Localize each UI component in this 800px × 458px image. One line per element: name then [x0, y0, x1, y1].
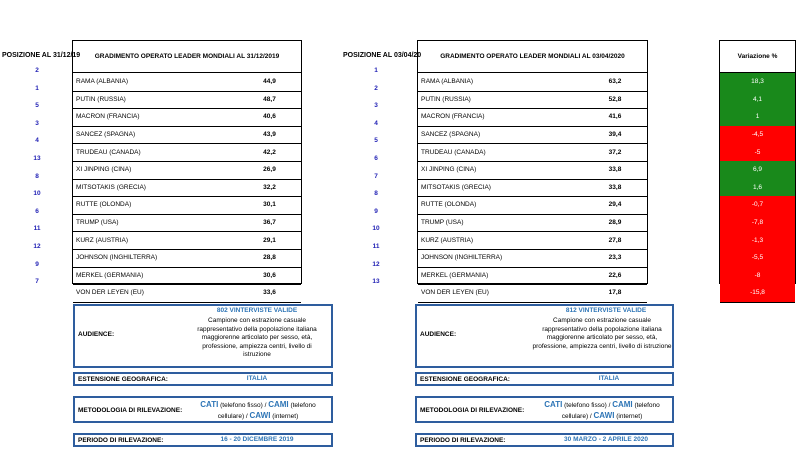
left-leader-score: 43,9 [263, 131, 276, 139]
left-leader-name: KURZ (AUSTRIA) [76, 236, 128, 244]
right-leader-score: 23,3 [608, 254, 622, 262]
left-rank: 3 [35, 119, 39, 127]
left-leader-name: TRUDEAU (CANADA) [76, 148, 141, 156]
right-leader-score: 29,4 [608, 201, 622, 209]
right-leader-name: RUTTE (OLONDA) [421, 201, 477, 209]
right-method-box [415, 396, 674, 423]
left-leader-score: 30,6 [263, 271, 276, 279]
left-leader-name: TRUMP (USA) [76, 219, 119, 227]
right-method-cati: CATI [544, 400, 563, 409]
right-leader-score: 17,8 [608, 289, 622, 297]
left-leader-score: 42,2 [263, 148, 276, 156]
left-method-cawi: CAWI [249, 411, 271, 420]
right-audience-box [415, 304, 674, 368]
right-table-row [418, 179, 647, 198]
right-table-row [418, 284, 647, 303]
right-leader-name: SANCEZ (SPAGNA) [421, 131, 481, 139]
variation-cell: 6,9 [720, 161, 795, 180]
right-rank: 9 [374, 207, 378, 215]
right-rank: 10 [372, 225, 380, 233]
right-leader-name: MERKEL (GERMANIA) [421, 271, 489, 279]
variation-cell: 1,6 [720, 179, 795, 198]
left-leader-name: XI JINPING (CINA) [76, 166, 132, 174]
left-leader-score: 36,7 [263, 219, 276, 227]
right-table-row [418, 143, 647, 162]
left-leader-name: PUTIN (RUSSIA) [76, 95, 126, 103]
left-geo-value: ITALIA [246, 375, 268, 382]
right-method-cami: CAMI [612, 400, 633, 409]
right-leader-name: RAMA (ALBANIA) [421, 78, 474, 86]
left-rank: 5 [35, 102, 39, 110]
left-table-row [73, 231, 301, 250]
left-leader-name: RAMA (ALBANIA) [76, 78, 129, 86]
right-method-cawi: CAWI [593, 411, 615, 420]
right-method-cawi-note: (internet) [614, 413, 643, 420]
left-method-label: METODOLOGIA DI RILEVAZIONE: [78, 407, 183, 414]
left-leader-name: SANCEZ (SPAGNA) [76, 131, 136, 139]
right-leader-score: 41,6 [608, 113, 622, 121]
variation-cell: 18,3 [720, 73, 795, 92]
left-table-row [73, 73, 301, 92]
right-geo-box [415, 372, 674, 386]
right-rank: 5 [374, 137, 378, 145]
right-leader-score: 33,8 [608, 183, 622, 191]
left-geo-box [73, 372, 333, 386]
variation-table [719, 40, 796, 297]
variation-cell: -5,5 [720, 249, 795, 268]
right-leader-score: 63,2 [608, 78, 622, 86]
right-rank: 12 [372, 260, 380, 268]
left-method-cawi-note: (internet) [270, 413, 299, 420]
right-geo-value: ITALIA [598, 375, 620, 382]
right-table-title: GRADIMENTO OPERATO LEADER MONDIALI AL 03/04/2020 [418, 41, 647, 73]
right-rank: 13 [372, 278, 380, 286]
left-period-value: 16 - 20 DICEMBRE 2019 [220, 436, 294, 443]
right-rank: 8 [374, 190, 378, 198]
right-rank: 11 [372, 243, 380, 250]
right-table-row [418, 214, 647, 233]
left-leader-score: 30,1 [263, 201, 276, 209]
right-method-cami-note: (telefono cellulare) / [561, 402, 660, 420]
left-table-row [73, 179, 301, 198]
right-rank: 4 [374, 119, 378, 127]
left-table-row [73, 143, 301, 162]
left-leader-score: 33,6 [263, 289, 276, 297]
right-table-row [418, 73, 647, 92]
right-geo-label: ESTENSIONE GEOGRAFICA: [420, 376, 510, 383]
variation-title: Variazione % [720, 41, 795, 73]
left-rank: 12 [33, 243, 41, 250]
left-leader-score: 40,6 [263, 113, 276, 121]
right-rank: 3 [374, 102, 378, 110]
left-leader-score: 26,9 [263, 166, 276, 174]
left-leader-name: MACRON (FRANCIA) [76, 113, 140, 121]
left-period-box [73, 433, 333, 447]
left-rank: 2 [35, 67, 39, 74]
left-method-value [188, 400, 328, 422]
left-leader-score: 48,7 [263, 95, 276, 103]
right-method-cati-note: (telefono fisso) / [562, 402, 613, 409]
left-sample-description: Campione con estrazione casuale rappresentativo della popolazione italiana maggiorenne articolato per sesso, età, professione, ampiezza centri, livello di istruzione [197, 317, 317, 358]
right-sample-description: Campione con estrazione casuale rappresentativo della popolazione italiana maggiorenne articolato per sesso, età, professione, ampiezza centri, livello di istruzione [532, 317, 672, 350]
left-method-cati-note: (telefono fisso) / [218, 402, 269, 409]
right-period-box [415, 433, 674, 447]
left-method-cami-note: (telefono cellulare) / [217, 402, 316, 420]
left-rank: 10 [33, 190, 41, 198]
variation-cell: -7,8 [720, 214, 795, 233]
right-method-label: METODOLOGIA DI RILEVAZIONE: [420, 407, 525, 414]
left-table-row [73, 214, 301, 233]
right-leader-name: VON DER LEYEN (EU) [421, 289, 489, 297]
right-audience-label: AUDIENCE: [420, 331, 457, 338]
left-method-cami: CAMI [268, 400, 289, 409]
right-leader-score: 37,2 [608, 148, 622, 156]
left-rank: 4 [35, 137, 39, 145]
left-rank: 9 [35, 260, 39, 268]
right-leader-score: 39,4 [608, 131, 622, 139]
right-leader-name: MACRON (FRANCIA) [421, 113, 485, 121]
right-leader-name: XI JINPING (CINA) [421, 166, 477, 174]
left-table-row [73, 196, 301, 215]
variation-cell: -8 [720, 267, 795, 286]
left-leader-score: 32,2 [263, 183, 276, 191]
right-table-row [418, 161, 647, 180]
variation-cell: -5 [720, 143, 795, 162]
right-leader-name: MITSOTAKIS (GRECIA) [421, 183, 491, 191]
left-table-row [73, 161, 301, 180]
left-audience-label: AUDIENCE: [78, 331, 115, 338]
right-table-row [418, 91, 647, 110]
right-method-value [532, 400, 672, 422]
left-rank: 11 [33, 225, 41, 233]
variation-cell: -15,8 [720, 284, 795, 303]
right-leader-score: 52,8 [608, 95, 622, 103]
right-period-label: PERIODO DI RILEVAZIONE: [420, 437, 506, 444]
right-leader-score: 28,9 [608, 219, 622, 227]
left-rank: 8 [35, 172, 39, 180]
left-table-row [73, 108, 301, 127]
right-rank: 7 [374, 172, 378, 180]
right-table-row [418, 196, 647, 215]
right-table-row [418, 249, 647, 268]
right-table-row [418, 126, 647, 145]
left-leader-name: MITSOTAKIS (GRECIA) [76, 183, 146, 191]
left-interviews: 802 VINTERVISTE VALIDE [216, 307, 298, 314]
left-leader-score: 29,1 [263, 236, 276, 244]
left-leader-name: MERKEL (GERMANIA) [76, 271, 144, 279]
variation-cell: 4,1 [720, 91, 795, 110]
left-geo-label: ESTENSIONE GEOGRAFICA: [78, 376, 168, 383]
left-leader-name: JOHNSON (INGHILTERRA) [76, 254, 158, 262]
right-table-row [418, 108, 647, 127]
left-table-title: GRADIMENTO OPERATO LEADER MONDIALI AL 31/12/2019 [73, 41, 301, 73]
variation-cell: 1 [720, 108, 795, 127]
right-position-header: POSIZIONE AL 03/04/20 [343, 52, 422, 59]
right-leader-name: PUTIN (RUSSIA) [421, 95, 471, 103]
variation-cell: -1,3 [720, 231, 795, 250]
left-leader-name: RUTTE (OLONDA) [76, 201, 132, 209]
right-leader-score: 22,6 [608, 271, 622, 279]
right-leader-name: TRUDEAU (CANADA) [421, 148, 486, 156]
left-audience-box [73, 304, 333, 368]
left-method-cati: CATI [200, 400, 219, 409]
left-table-row [73, 284, 301, 303]
right-leader-name: KURZ (AUSTRIA) [421, 236, 473, 244]
right-rank: 2 [374, 84, 378, 92]
right-leader-score: 27,8 [608, 236, 622, 244]
left-period-label: PERIODO DI RILEVAZIONE: [78, 437, 164, 444]
right-interviews: 812 VINTERVISTE VALIDE [565, 307, 647, 314]
left-position-header: POSIZIONE AL 31/12/19 [2, 52, 81, 59]
right-leader-name: JOHNSON (INGHILTERRA) [421, 254, 503, 262]
right-rank: 1 [374, 67, 378, 74]
variation-cell: -0,7 [720, 196, 795, 215]
left-table-row [73, 91, 301, 110]
left-rank: 1 [35, 84, 39, 92]
right-period-value: 30 MARZO - 2 APRILE 2020 [564, 436, 648, 443]
variation-cell: -4,5 [720, 126, 795, 145]
left-rank: 7 [35, 278, 39, 286]
left-rank: 6 [35, 207, 39, 215]
right-table-row [418, 267, 647, 286]
left-rating-table [72, 40, 302, 297]
left-leader-name: VON DER LEYEN (EU) [76, 289, 144, 297]
left-table-row [73, 249, 301, 268]
left-table-row [73, 267, 301, 286]
left-leader-score: 28,8 [263, 254, 276, 262]
right-rank: 6 [374, 155, 378, 162]
right-leader-name: TRUMP (USA) [421, 219, 464, 227]
right-table-row [418, 231, 647, 250]
left-method-box [73, 396, 333, 423]
left-rank: 13 [33, 155, 41, 162]
left-leader-score: 44,9 [263, 78, 276, 86]
right-leader-score: 33,8 [608, 166, 622, 174]
right-rating-table [417, 40, 648, 297]
left-table-row [73, 126, 301, 145]
